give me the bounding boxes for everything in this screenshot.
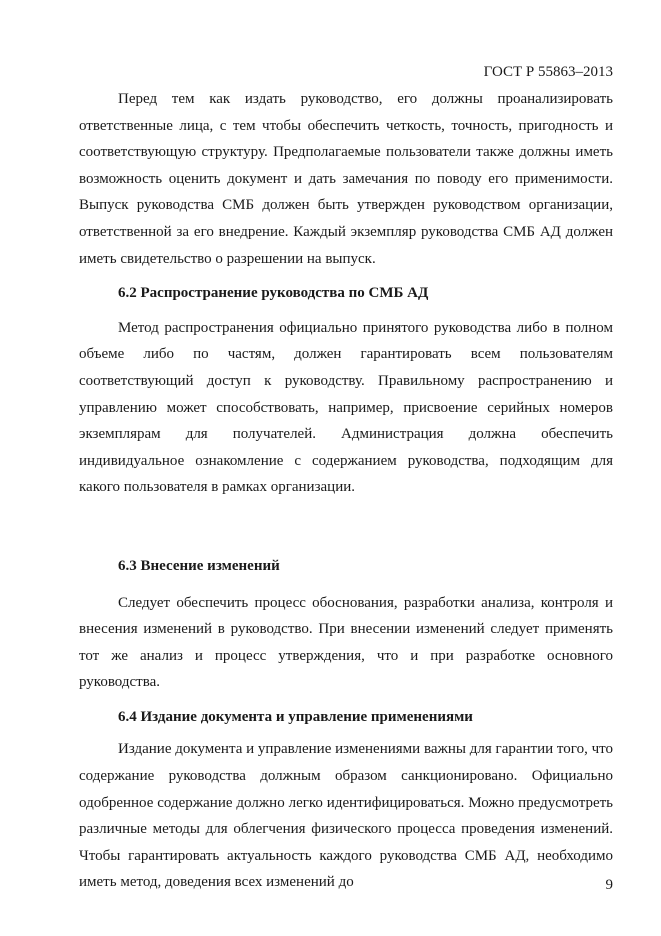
paragraph-document-issue: Издание документа и управление изменениями важны для гарантии того, что содержание руководства должным образом санкционировано. Официально одобренное содержание должно легко идентифицироваться. Можно предусмотреть различные методы для облегчения физического процесса проведения изменений. Чтобы гарантировать актуальность каждого руководства СМБ АД, необходимо иметь метод, доведения всех изменений до	[79, 741, 613, 891]
page-number: 9	[605, 877, 613, 893]
section-heading-6-2: 6.2 Распространение руководства по СМБ АД	[118, 285, 429, 302]
document-standard-number: ГОСТ Р 55863–2013	[483, 64, 613, 80]
paragraph-distribution: Метод распространения официально принятого руководства либо в полном объеме либо по частям, должен гарантировать всем пользователям соответствующий доступ к руководству. Правильному распространению и управлению может способствовать, например, присвоение серийных номеров экземплярам для получателей. Администрация должна обеспечить индивидуальное ознакомление с содержанием руководства, подходящим для какого пользователя в рамках организации.	[79, 319, 613, 496]
paragraph-approval: Перед тем как издать руководство, его должны проанализировать ответственные лица, с тем чтобы обеспечить четкость, точность, пригодность и соответствующую структуру. Предполагаемые пользователи также должны иметь возможность оценить документ и дать замечания по поводу его применимости. Выпуск руководства СМБ должен быть утвержден руководством организации, ответственной за его внедрение. Каждый экземпляр руководства СМБ АД должен иметь свидетельство о разрешении на выпуск.	[79, 91, 613, 267]
section-heading-6-4: 6.4 Издание документа и управление применениями	[118, 708, 473, 725]
section-heading-6-3: 6.3 Внесение изменений	[118, 557, 280, 574]
paragraph-changes: Следует обеспечить процесс обоснования, разработки анализа, контроля и внесения изменений в руководство. При внесении изменений следует применять тот же анализ и процесс утверждения, что и при разработке основного руководства.	[79, 594, 613, 691]
page-body	[79, 82, 613, 896]
